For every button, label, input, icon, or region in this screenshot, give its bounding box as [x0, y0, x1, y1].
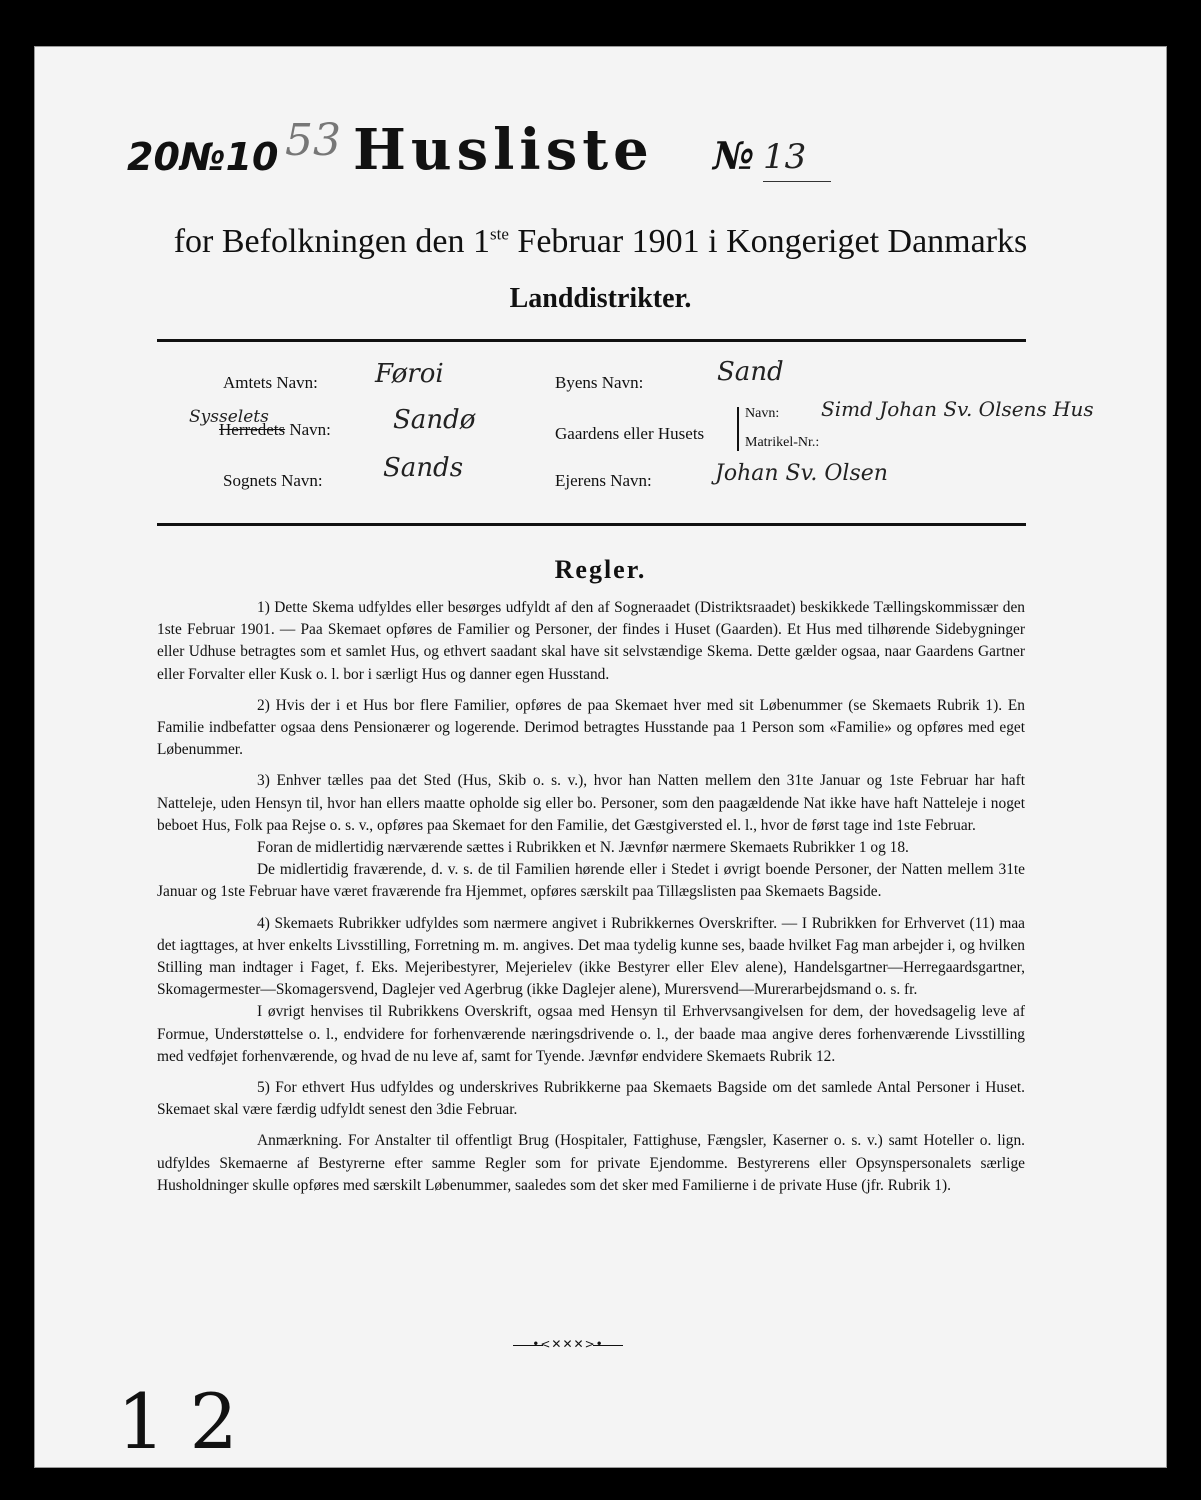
house-number-value: 13 — [763, 137, 807, 177]
bottom-divider — [157, 523, 1026, 526]
by-label: Byens Navn: — [555, 373, 644, 392]
rule-2: 2) Hvis der i et Hus bor flere Familier, opføres de paa Skemaet hver med sit Løbenummer (se Skemaets Rubrik 1). En Familie indbefatter ogsaa dens Pensionærer og logerende. Derimod betragtes Husstande paa 1 Person som «Familie» og opføres med eget Løbenummer. — [157, 696, 1025, 759]
census-form-page — [34, 46, 1167, 1468]
house-name-value: Simd Johan Sv. Olsens Hus — [821, 397, 1094, 421]
field-brace — [737, 407, 739, 451]
rule-5: 5) For ethvert Hus udfyldes og underskrives Rubrikkerne paa Skemaets Bagside om det samlede Antal Personer i Huset. Skemaet skal være færdig udfyldt senest den 3die Februar. — [157, 1079, 1025, 1119]
sogn-value: Sands — [383, 453, 464, 483]
rule-4: 4) Skemaets Rubrikker udfyldes som nærmere angivet i Rubrikkernes Overskrifter. — I Rubrikken for Erhvervet (11) maa det iagttages, at hver enkelts Livsstilling, Forretning m. m. angives. Det maa tydelig kunne ses, baade hvilket Fag man arbejder i, og hvilken Stilling man indtager i Faget, f. Eks. Mejeribestyrer, Mejerielev (ikke Bestyrer eller Elev alene), Handelsgartner—Herregaardsgartner, Skomagermester—Skomagersvend, Daglejer ved Agerbrug (ikke Daglejer alene), Murersvend—Murerarbejdsmand o. s. fr. — [157, 914, 1025, 999]
ornament: •<✕✕✕>• — [532, 1337, 604, 1351]
gaard-label: Gaardens eller Husets — [555, 424, 705, 443]
rule-1: 1) Dette Skema udfyldes eller besørges udfyldt af den af Sogneraadet (Distriktsraadet) beskikkede Tællingskommissær den 1ste Februar 1901. — Paa Skemaet opføres de Familier og Personer, der findes i Huset (Gaarden). Et Hus med tilhørende Sidebygninger eller Udhuse betragtes som et samlet Hus, og ethvert saadant skal have sit selvstændige Skema. Dette gælder ogsaa, naar Gaardens Gartner eller Forvalter eller Kusk o. l. bor i særligt Hus og danner egen Husstand. — [157, 599, 1025, 683]
form-title: Husliste — [353, 117, 654, 183]
by-value: Sand — [717, 357, 784, 387]
navn-label: Navn: — [745, 406, 780, 421]
rule-4-occupation: I øvrigt henvises til Rubrikkens Overskrift, ogsaa med Hensyn til Erhvervsangivelsen for dem, der hovedsagelig leve af Formue, Understøttelse o. l., endvidere for forhenværende næringsdrivende o. l., der baade maa angive deres forhenværende Livsstilling med vedføjet forhenværende, og hvad de nu leve af, samt for Tyende. Jævnfør endvidere Skemaets Rubrik 12. — [157, 1003, 1025, 1065]
rule-3-present: Foran de midlertidig nærværende sættes i Rubrikken et N. Jævnfør nærmere Skemaets Rubrikker 1 og 18. — [257, 839, 909, 857]
owner-value: Johan Sv. Olsen — [715, 461, 888, 486]
archive-stamp: 20№10 — [127, 135, 279, 179]
rule-note: Anmærkning. For Anstalter til offentligt Brug (Hospitaler, Fattighuse, Fængsler, Kaserner o. s. v.) samt Hoteller o. lign. udfyldes Skemaerne af Bestyrerne efter samme Regler som for private Ejendomme. Bestyrerens eller Opsynspersonalets særlige Husholdninger skulle opføres med særskilt Løbenummer, saaledes som det sker med Familierne i de private Huse (jfr. Rubrik 1). — [157, 1132, 1025, 1194]
district-heading: Landdistrikter. — [509, 283, 692, 314]
form-subtitle: for Befolkningen den 1ste Februar 1901 i Kongeriget Danmarks — [173, 223, 1028, 260]
rules-heading: Regler. — [554, 555, 647, 584]
matrikel-label: Matrikel-Nr.: — [745, 435, 820, 450]
numero-underline — [763, 181, 831, 182]
ornament-line-right — [593, 1345, 623, 1346]
top-divider — [157, 339, 1026, 342]
amt-value: Føroi — [375, 359, 444, 389]
pencil-number: 53 — [285, 115, 341, 166]
numero-label: № — [713, 133, 755, 178]
amt-label: Amtets Navn: — [223, 373, 318, 392]
rule-3-absent: De midlertidig fraværende, d. v. s. de til Familien hørende eller i Stedet i øvrigt boende Personer, der Natten mellem 31te Januar og 1ste Februar have været fraværende fra Hjemmet, opføres særskilt paa Tillægslisten paa Skemaets Bagside. — [157, 861, 1025, 901]
herred-label: Herredets Navn: — [219, 420, 331, 439]
herred-label-handwritten: Sysselets — [189, 407, 269, 427]
ejer-label: Ejerens Navn: — [555, 471, 652, 490]
rules-text — [157, 597, 1025, 1206]
page-mark: 1 2 — [117, 1377, 238, 1466]
herred-value: Sandø — [393, 405, 476, 435]
rule-3: 3) Enhver tælles paa det Sted (Hus, Skib o. s. v.), hvor han Natten mellem den 31te Januar og 1ste Februar har haft Natteleje, uden Hensyn til, hvor han ellers maatte opholde sig eller bo. Personer, som den paagældende Nat ikke have haft Natteleje i noget beboet Hus, Folk paa Rejse o. s. v., opføres paa Skemaet for den Familie, det Gæstgiversted el. l., hvor de først tage ind 1ste Februar. — [157, 772, 1025, 834]
sogn-label: Sognets Navn: — [223, 471, 323, 490]
